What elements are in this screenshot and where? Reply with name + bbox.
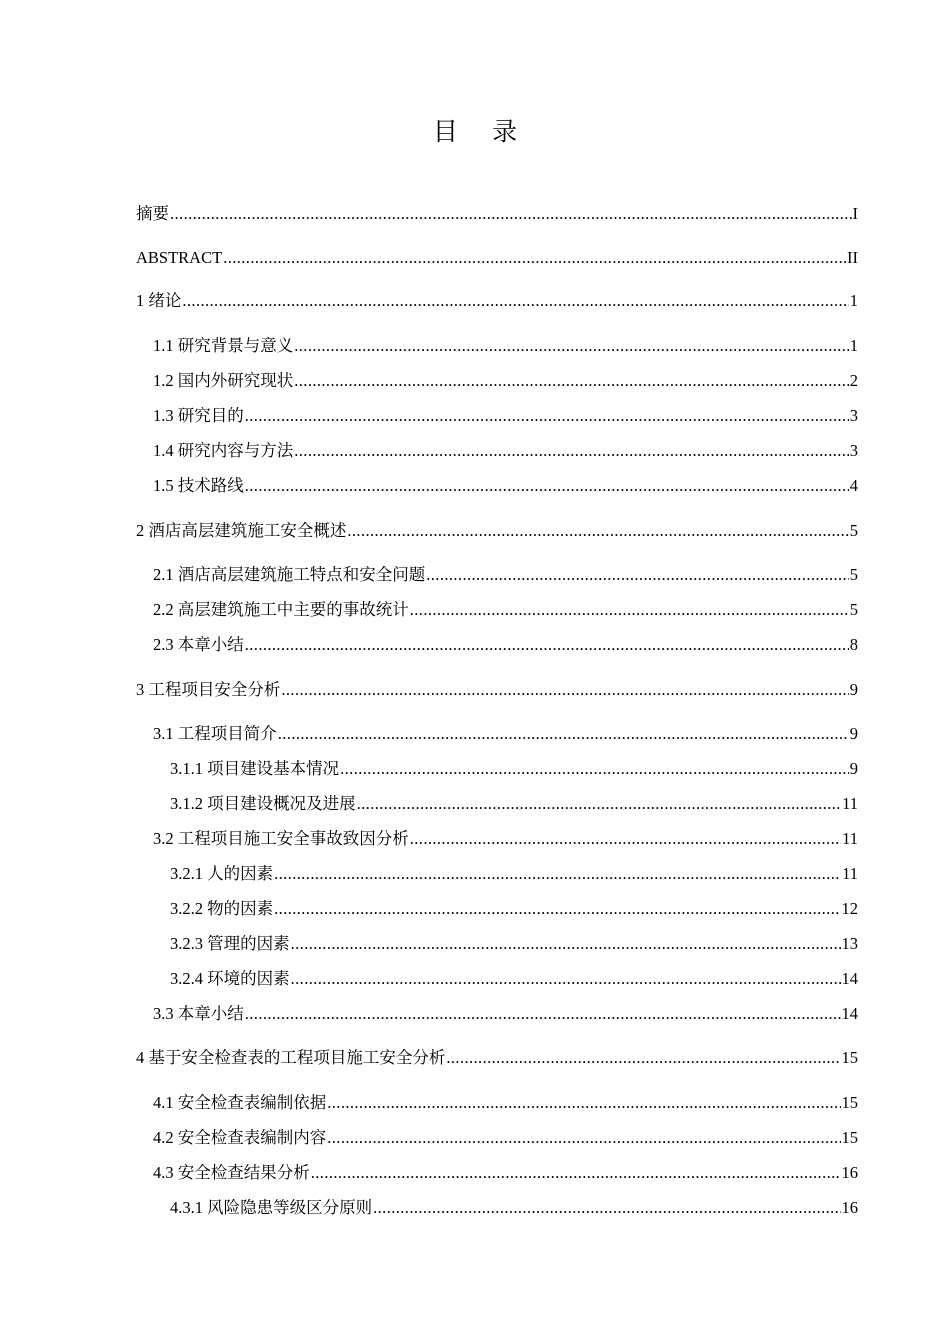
toc-entry-page: II [847, 248, 858, 267]
toc-entry-page: 15 [841, 1048, 858, 1067]
toc-entry-page: 9 [849, 759, 858, 778]
toc-entry-page: 1 [849, 291, 858, 310]
dot-leader [294, 440, 849, 462]
toc-entry-label: 3.2.2 物的因素 [170, 899, 274, 918]
dot-leader [245, 405, 849, 427]
toc-entry-page: 1 [849, 336, 858, 355]
toc-entry-label: 3.3 本章小结 [153, 1004, 244, 1023]
dot-leader [340, 758, 849, 780]
toc-entry-label: 1.3 研究目的 [153, 406, 244, 425]
dot-leader [281, 679, 848, 701]
toc-entry-label: 3.2 工程项目施工安全事故致因分析 [153, 829, 409, 848]
dot-leader [278, 723, 849, 745]
dot-leader [170, 203, 852, 225]
dot-leader [223, 247, 846, 269]
toc-entry-label: 4.2 安全检查表编制内容 [153, 1128, 327, 1147]
dot-leader [426, 564, 849, 586]
toc-entry-page: 14 [841, 1004, 858, 1023]
dot-leader [274, 863, 841, 885]
toc-entry-page: 16 [841, 1198, 858, 1217]
toc-entry-2-3[interactable] [153, 634, 858, 656]
toc-entry-page: 3 [849, 441, 858, 460]
toc-entry-label: 2.2 高层建筑施工中主要的事故统计 [153, 600, 409, 619]
toc-entry-label: 3.2.4 环境的因素 [170, 969, 290, 988]
toc-entry-1-1[interactable] [153, 335, 858, 357]
toc-entry-4-1[interactable] [153, 1092, 858, 1114]
toc-entry-4-3[interactable] [153, 1162, 858, 1184]
dot-leader [357, 793, 841, 815]
toc-entry-page: 11 [842, 829, 858, 848]
toc-entry-label: 3 工程项目安全分析 [136, 680, 281, 699]
dot-leader [245, 475, 849, 497]
toc-entry-page: 15 [841, 1128, 858, 1147]
dot-leader [274, 898, 840, 920]
toc-entry-abstract-cn[interactable] [136, 203, 858, 225]
toc-entry-label: 1.1 研究背景与意义 [153, 336, 294, 355]
toc-entry-page: 11 [842, 794, 858, 813]
toc-entry-page: 5 [849, 600, 858, 619]
toc-entry-2-1[interactable] [153, 564, 858, 586]
toc-entry-label: 3.2.3 管理的因素 [170, 934, 290, 953]
toc-entry-page: 5 [849, 565, 858, 584]
toc-entry-page: 16 [841, 1163, 858, 1182]
toc-entry-page: 3 [849, 406, 858, 425]
toc-entry-page: 11 [842, 864, 858, 883]
toc-entry-label: 4.1 安全检查表编制依据 [153, 1093, 327, 1112]
toc-entry-chapter-2[interactable] [136, 520, 858, 542]
toc-entry-4-2[interactable] [153, 1127, 858, 1149]
toc-entry-label: 2.3 本章小结 [153, 635, 244, 654]
toc-entry-1-4[interactable] [153, 440, 858, 462]
toc-entry-page: 5 [849, 521, 858, 540]
toc-entry-label: 2.1 酒店高层建筑施工特点和安全问题 [153, 565, 426, 584]
toc-entry-page: 9 [849, 680, 858, 699]
toc-entry-1-2[interactable] [153, 370, 858, 392]
dot-leader [291, 933, 841, 955]
toc-entry-chapter-3[interactable] [136, 679, 858, 701]
toc-entry-label: 3.1.2 项目建设概况及进展 [170, 794, 356, 813]
dot-leader [294, 370, 849, 392]
dot-leader [182, 290, 848, 312]
toc-entry-label: 1.5 技术路线 [153, 476, 244, 495]
toc-entry-3-2-2[interactable] [170, 898, 858, 920]
dot-leader [291, 968, 841, 990]
toc-entry-label: 1.2 国内外研究现状 [153, 371, 294, 390]
toc-entry-page: 8 [849, 635, 858, 654]
toc-entry-3-2-3[interactable] [170, 933, 858, 955]
toc-entry-3-2-1[interactable] [170, 863, 858, 885]
toc-entry-label: 4.3 安全检查结果分析 [153, 1163, 310, 1182]
page-title: 目 录 [432, 119, 532, 146]
toc-entry-page: 12 [841, 899, 858, 918]
toc-entry-label: 4.3.1 风险隐患等级区分原则 [170, 1198, 373, 1217]
dot-leader [245, 1003, 841, 1025]
dot-leader [327, 1127, 840, 1149]
toc-entry-3-2[interactable] [153, 828, 858, 850]
toc-entry-3-1-1[interactable] [170, 758, 858, 780]
toc-entry-label: 3.2.1 人的因素 [170, 864, 274, 883]
toc-entry-label: 摘要 [136, 204, 169, 223]
dot-leader [347, 520, 848, 542]
toc-entry-page: 2 [849, 371, 858, 390]
toc-entry-3-3[interactable] [153, 1003, 858, 1025]
toc-entry-label: 2 酒店高层建筑施工安全概述 [136, 521, 347, 540]
toc-entry-2-2[interactable] [153, 599, 858, 621]
toc-entry-label: ABSTRACT [136, 248, 223, 267]
dot-leader [311, 1162, 841, 1184]
toc-entry-label: 3.1 工程项目简介 [153, 724, 277, 743]
dot-leader [327, 1092, 840, 1114]
toc-entry-label: 3.1.1 项目建设基本情况 [170, 759, 340, 778]
toc-entry-page: I [852, 204, 858, 223]
toc-entry-3-1[interactable] [153, 723, 858, 745]
toc-entry-page: 15 [841, 1093, 858, 1112]
toc-entry-4-3-1[interactable] [170, 1197, 858, 1219]
toc-entry-page: 4 [849, 476, 858, 495]
dot-leader [410, 828, 841, 850]
toc-entry-1-5[interactable] [153, 475, 858, 497]
dot-leader [245, 634, 849, 656]
toc-entry-label: 1.4 研究内容与方法 [153, 441, 294, 460]
toc-entry-page: 14 [841, 969, 858, 988]
toc-entry-page: 9 [849, 724, 858, 743]
toc-entry-chapter-1[interactable] [136, 290, 858, 312]
toc-entry-label: 1 绪论 [136, 291, 182, 310]
toc-entry-label: 4 基于安全检查表的工程项目施工安全分析 [136, 1048, 446, 1067]
toc-entry-abstract-en[interactable] [136, 247, 858, 269]
toc-entry-chapter-4[interactable] [136, 1047, 858, 1069]
dot-leader [446, 1047, 840, 1069]
dot-leader [410, 599, 849, 621]
dot-leader [294, 335, 849, 357]
toc-entry-3-1-2[interactable] [170, 793, 858, 815]
toc-entry-1-3[interactable] [153, 405, 858, 427]
dot-leader [373, 1197, 840, 1219]
toc-entry-3-2-4[interactable] [170, 968, 858, 990]
toc-entry-page: 13 [841, 934, 858, 953]
